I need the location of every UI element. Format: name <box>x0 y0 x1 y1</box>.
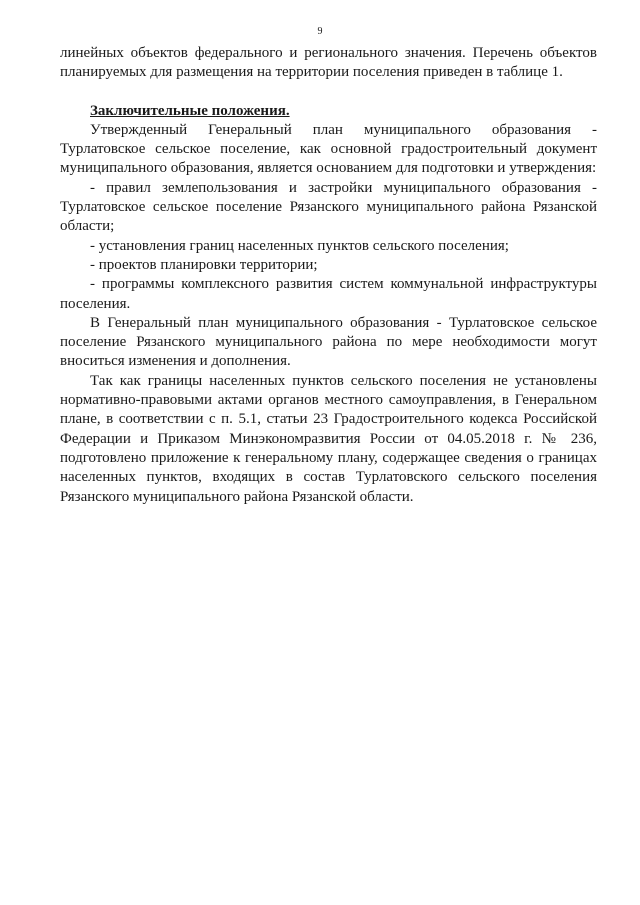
page-number: 9 <box>317 26 323 37</box>
paragraph-spacer <box>60 83 597 102</box>
list-item-territory-planning: - проектов планировки территории; <box>90 256 318 273</box>
amendment-paragraph: В Генеральный план муниципального образования - Турлатовское сельское поселение Рязанского муниципального района по мере необходимости могут вноситься изменения и дополнения. <box>60 314 597 370</box>
boundaries-paragraph: Так как границы населенных пунктов сельского поселения не установлены нормативно-правовыми актами органов местного самоуправления, в Генеральном плане, в соответствии с п. 5.1, статьи 23 Градостроительного кодекса Российской Федерации и Приказом Минэкономразвития России от 04.05.2018 г. № 236, подготовлено приложение к генеральному плану, содержащее сведения о границах населенных пунктов, входящих в состав Турлатовского сельского поселения Рязанского муниципального района Рязанской области. <box>60 372 597 505</box>
list-item-settlement-boundaries: - установления границ населенных пунктов сельского поселения; <box>90 237 509 254</box>
basis-paragraph: Утвержденный Генеральный план муниципального образования - Турлатовское сельское поселение, как основной градостроительный документ муниципального образования, является основанием для подготовки и утверждения: <box>60 121 597 177</box>
list-item-infrastructure-program: - программы комплексного развития систем коммунальной инфраструктуры поселения. <box>60 276 597 312</box>
list-item-land-use-rules: - правил землепользования и застройки муниципального образования - Турлатовское сельское поселение Рязанского муниципального района Рязанской области; <box>60 179 597 235</box>
section-heading: Заключительные положения. <box>90 102 290 119</box>
document-body <box>60 44 597 507</box>
intro-paragraph: линейных объектов федерального и регионального значения. Перечень объектов планируемых для размещения на территории поселения приведен в таблице 1. <box>60 45 597 81</box>
